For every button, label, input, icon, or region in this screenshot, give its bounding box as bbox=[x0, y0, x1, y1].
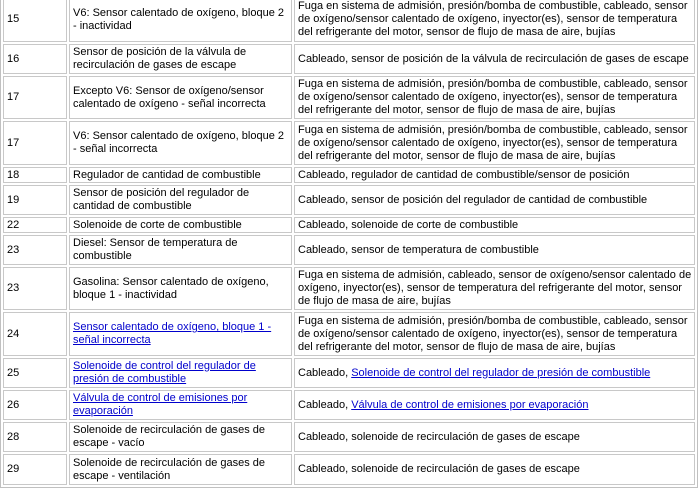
causes-cell: Fuga en sistema de admisión, presión/bomba de combustible, cableado, sensor de oxígeno/sensor calentado de oxígeno, inyector(es), sensor de temperatura del refrigerante del motor, sensor de flujo de masa de aire, bujías bbox=[294, 121, 695, 165]
description-cell: Solenoide de recirculación de gases de escape - vacío bbox=[69, 422, 292, 452]
causes-cell: Fuga en sistema de admisión, presión/bomba de combustible, cableado, sensor de oxígeno/sensor calentado de oxígeno, inyector(es), sensor de temperatura del refrigerante del motor, sensor de flujo de masa de aire, bujías bbox=[294, 76, 695, 119]
causes-prefix: Cableado, bbox=[298, 398, 352, 411]
table-row bbox=[3, 185, 695, 215]
causes-cell: Cableado, sensor de posición del regulador de cantidad de combustible bbox=[294, 185, 695, 215]
code-cell: 15 bbox=[3, 0, 67, 42]
table-row bbox=[3, 76, 695, 119]
description-cell bbox=[69, 312, 292, 356]
causes-link[interactable]: Válvula de control de emisiones por evaporación bbox=[351, 398, 589, 411]
causes-cell: Cableado, solenoide de recirculación de gases de escape bbox=[294, 454, 695, 485]
code-cell: 24 bbox=[3, 312, 67, 356]
code-cell: 29 bbox=[3, 454, 67, 485]
table-row bbox=[3, 167, 695, 183]
table-row bbox=[3, 44, 695, 74]
table-row bbox=[3, 422, 695, 452]
description-cell: Excepto V6: Sensor de oxígeno/sensor calentado de oxígeno - señal incorrecta bbox=[69, 76, 292, 119]
table-row bbox=[3, 0, 695, 42]
table-row bbox=[3, 217, 695, 233]
description-cell: Solenoide de corte de combustible bbox=[69, 217, 292, 233]
code-cell: 18 bbox=[3, 167, 67, 183]
description-cell bbox=[69, 358, 292, 388]
description-cell: Sensor de posición de la válvula de recirculación de gases de escape bbox=[69, 44, 292, 74]
description-cell: Regulador de cantidad de combustible bbox=[69, 167, 292, 183]
code-cell: 17 bbox=[3, 121, 67, 165]
table-row bbox=[3, 312, 695, 356]
code-cell: 19 bbox=[3, 185, 67, 215]
causes-cell bbox=[294, 358, 695, 388]
description-cell: Solenoide de recirculación de gases de escape - ventilación bbox=[69, 454, 292, 485]
description-cell: V6: Sensor calentado de oxígeno, bloque 2 - inactividad bbox=[69, 0, 292, 42]
code-cell: 23 bbox=[3, 235, 67, 265]
code-cell: 28 bbox=[3, 422, 67, 452]
table-row bbox=[3, 121, 695, 165]
description-cell: Gasolina: Sensor calentado de oxígeno, bloque 1 - inactividad bbox=[69, 267, 292, 310]
causes-prefix: Cableado, bbox=[298, 366, 352, 379]
description-cell: Sensor de posición del regulador de cantidad de combustible bbox=[69, 185, 292, 215]
code-cell: 22 bbox=[3, 217, 67, 233]
description-link[interactable]: Sensor calentado de oxígeno, bloque 1 - señal incorrecta bbox=[73, 321, 272, 346]
causes-cell: Cableado, regulador de cantidad de combustible/sensor de posición bbox=[294, 167, 695, 183]
code-cell: 26 bbox=[3, 390, 67, 420]
description-link[interactable]: Válvula de control de emisiones por evaporación bbox=[73, 392, 248, 417]
description-cell bbox=[69, 390, 292, 420]
causes-cell: Cableado, sensor de temperatura de combustible bbox=[294, 235, 695, 265]
table-row bbox=[3, 454, 695, 485]
causes-cell: Fuga en sistema de admisión, cableado, sensor de oxígeno/sensor calentado de oxígeno, inyector(es), sensor de temperatura del refrigerante del motor, sensor de flujo de masa de aire, bujías bbox=[294, 267, 695, 310]
causes-cell: Cableado, solenoide de corte de combustible bbox=[294, 217, 695, 233]
description-link[interactable]: Solenoide de control del regulador de presión de combustible bbox=[73, 360, 256, 385]
description-cell: V6: Sensor calentado de oxígeno, bloque 2 - señal incorrecta bbox=[69, 121, 292, 165]
causes-cell: Fuga en sistema de admisión, presión/bomba de combustible, cableado, sensor de oxígeno/sensor calentado de oxígeno, inyector(es), sensor de temperatura del refrigerante del motor, sensor de flujo de masa de aire, bujías bbox=[294, 0, 695, 42]
code-cell: 16 bbox=[3, 44, 67, 74]
code-cell: 23 bbox=[3, 267, 67, 310]
table-row bbox=[3, 235, 695, 265]
causes-cell: Fuga en sistema de admisión, presión/bomba de combustible, cableado, sensor de oxígeno/sensor calentado de oxígeno, inyector(es), sensor de temperatura del refrigerante del motor, sensor de flujo de masa de aire, bujías bbox=[294, 312, 695, 356]
code-cell: 25 bbox=[3, 358, 67, 388]
causes-link[interactable]: Solenoide de control del regulador de presión de combustible bbox=[351, 366, 651, 379]
description-cell: Diesel: Sensor de temperatura de combustible bbox=[69, 235, 292, 265]
causes-cell bbox=[294, 390, 695, 420]
table-row bbox=[3, 390, 695, 420]
table-row bbox=[3, 267, 695, 310]
causes-cell: Cableado, solenoide de recirculación de gases de escape bbox=[294, 422, 695, 452]
code-cell: 17 bbox=[3, 76, 67, 119]
causes-cell: Cableado, sensor de posición de la válvula de recirculación de gases de escape bbox=[294, 44, 695, 74]
table-row bbox=[3, 358, 695, 388]
